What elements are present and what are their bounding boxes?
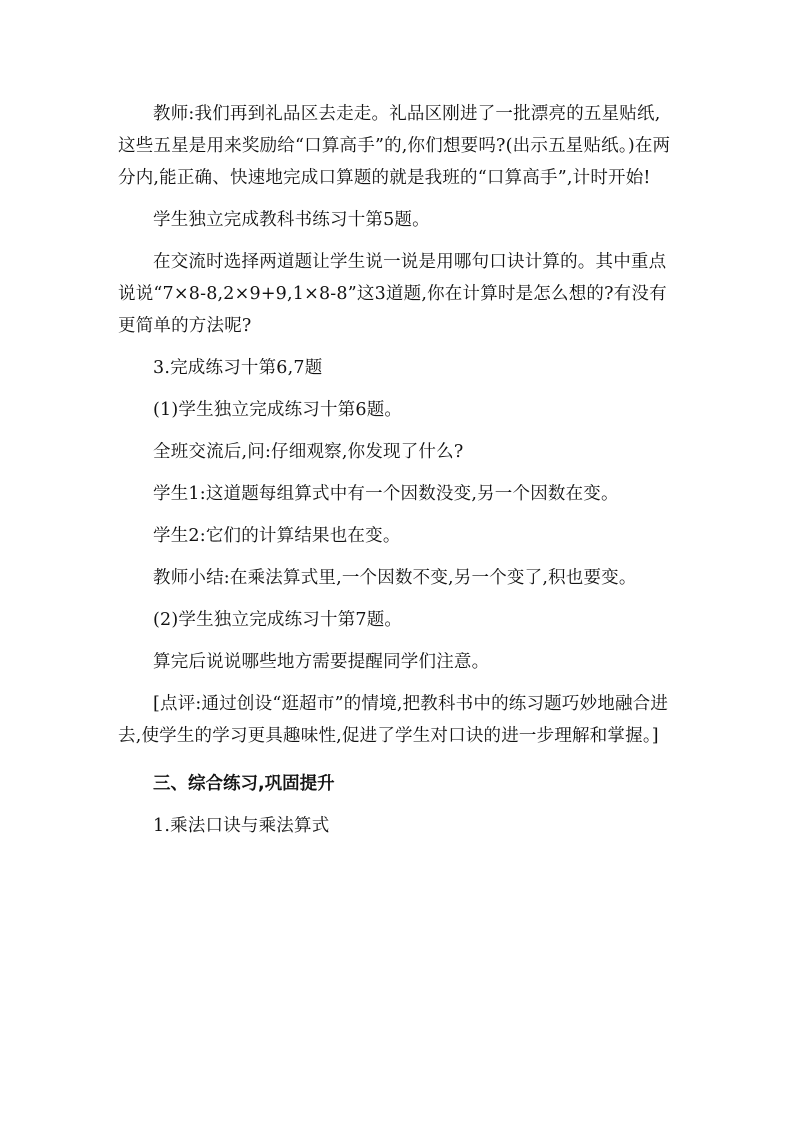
paragraph-student-1: 学生1:这道题每组算式中有一个因数没变,另一个因数在变。 xyxy=(153,484,619,504)
paragraph-gift-area: 教师:我们再到礼品区去走走。礼品区刚进了一批漂亮的五星贴纸,这些五星是用来奖励给“口算高手”的,你们想要吗?(出示五星贴纸。)在两分内,能正确、快速地完成口算题的就是我班的“口算高手”,计时开始! xyxy=(118,104,671,188)
paragraph-comment: [点评:通过创设“逛超市”的情境,把教科书中的练习题巧妙地融合进去,使学生的学习更具趣味性,促进了学生对口诀的进一步理解和掌握。] xyxy=(118,694,669,746)
paragraph-student-2: 学生2:它们的计算结果也在变。 xyxy=(153,526,401,546)
paragraph-exercise-6-7: 3.完成练习十第6,7题 xyxy=(153,358,323,378)
paragraph-question: 全班交流后,问:仔细观察,你发现了什么? xyxy=(153,442,464,462)
paragraph-exercise-7: (2)学生独立完成练习十第7题。 xyxy=(153,610,403,630)
subheading: 1.乘法口诀与乘法算式 xyxy=(153,816,330,836)
paragraph-exercise-6: (1)学生独立完成练习十第6题。 xyxy=(153,400,403,420)
paragraph-reminder: 算完后说说哪些地方需要提醒同学们注意。 xyxy=(153,652,490,672)
section-heading: 三、综合练习,巩固提升 xyxy=(153,774,335,794)
paragraph-exercise-5: 学生独立完成教科书练习十第5题。 xyxy=(153,210,430,230)
paragraph-teacher-summary: 教师小结:在乘法算式里,一个因数不变,另一个变了,积也要变。 xyxy=(153,568,637,588)
paragraph-discussion: 在交流时选择两道题让学生说一说是用哪句口诀计算的。其中重点说说“7×8-8,2×9+9,1×8-8”这3道题,你在计算时是怎么想的?有没有更简单的方法呢? xyxy=(118,252,667,336)
